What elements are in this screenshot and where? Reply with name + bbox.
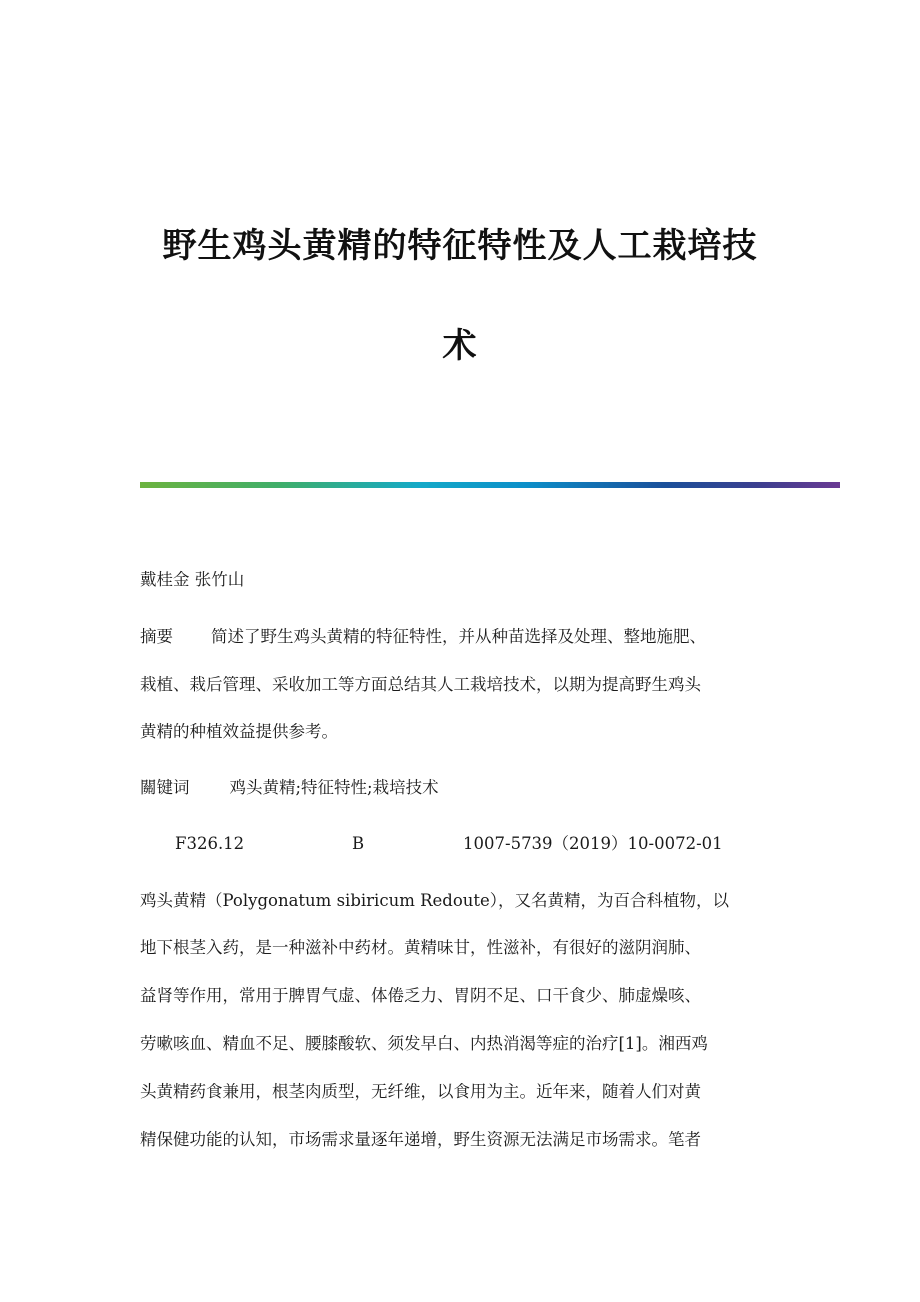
document-code: B	[352, 834, 365, 853]
document-title: 野生鸡头黄精的特征特性及人工栽培技	[162, 226, 758, 266]
abstract-text-2: 栽植、栽后管理、采收加工等方面总结其人工栽培技术，以期为提高野生鸡头	[140, 675, 701, 694]
article-id: 1007-5739（2019）10-0072-01	[463, 834, 723, 853]
clc-number: F326.12	[175, 834, 245, 853]
keywords-value: 鸡头黄精;特征特性;栽培技术	[229, 778, 439, 797]
body-line-4: 劳嗽咳血、精血不足、腰膝酸软、须发早白、内热消渴等症的治疗[1]。湘西鸡	[140, 1034, 708, 1053]
gradient-divider	[140, 482, 840, 488]
abstract-label: 摘要	[140, 627, 173, 646]
abstract-first-line	[140, 627, 706, 647]
keywords-label: 關键词	[140, 778, 190, 797]
document-title-continued: 术	[442, 326, 478, 366]
abstract-text-1: 简述了野生鸡头黄精的特征特性，并从种苗选择及处理、整地施肥、	[211, 627, 706, 646]
keywords-line	[140, 778, 439, 798]
abstract-text-3: 黄精的种植效益提供参考。	[140, 722, 338, 741]
body-line-6: 精保健功能的认知，市场需求量逐年递增，野生资源无法满足市场需求。笔者	[140, 1130, 701, 1149]
body-line-1: 鸡头黄精（Polygonatum sibiricum Redoute），又名黄精，为百合科植物，以	[140, 891, 730, 910]
body-line-3: 益肾等作用，常用于脾胃气虚、体倦乏力、胃阴不足、口干食少、肺虚燥咳、	[140, 986, 701, 1005]
authors: 戴桂金 张竹山	[140, 570, 245, 589]
body-line-5: 头黄精药食兼用，根茎肉质型，无纤维，以食用为主。近年来，随着人们对黄	[140, 1082, 701, 1101]
body-line-2: 地下根茎入药，是一种滋补中药材。黄精味甘，性滋补，有很好的滋阴润肺、	[140, 938, 701, 957]
